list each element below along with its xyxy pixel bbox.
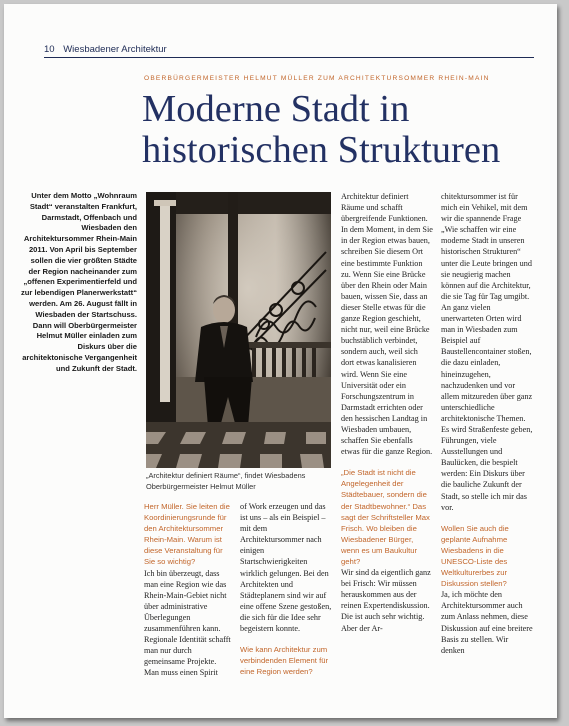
question-3: „Die Stadt ist nicht die Angelegenheit der Städtebauer, sondern die der Stadtbewohner.“ Das sagt der Schriftsteller Max Frisch. Wo bleiben die Wiesbadener Bürger, wenn es um Baukultur geht?: [341, 468, 430, 566]
answer-1-continued: of Work erzeugen und das ist uns – als ein Beispiel – mit dem Architektursommer nach einigen Startschwierigkeiten wirklich gelungen. Bei den Architekten und Städteplanern sind wir auf eine offene Szene gestoßen, die sich für die Idee sehr begeistern konnte.: [240, 502, 332, 634]
question-1: Herr Müller. Sie leiten die Koordinierungsrunde für den Architektursommer Rhein-Main. Warum ist diese Veranstaltung für Sie so wichtig?: [144, 502, 230, 567]
intro-text: Unter dem Motto „Wohnraum Stadt“ veranstalten Frankfurt, Darmstadt, Offenbach und Wiesbaden den Architektursommer Rhein-Main 2011. Von April bis September sollen die vier größten Städte der Region nacheinander zum „offenen Experimentierfeld und zur lebendigen Planerwerkstatt“ werden. Am 26. August fällt in Wiesbaden der Startschuss. Dann will Oberbürgermeister Helmut Müller einladen zum Diskurs über die architektonische Vergangenheit und Zukunft der Stadt.: [20, 191, 137, 373]
section-name: Wiesbadener Architektur: [63, 44, 167, 55]
question-2: Wie kann Architektur zum verbindenden Element für eine Region werden?: [240, 645, 329, 677]
answer-3-continued: chitektursommer ist für mich ein Vehikel, mit dem wir die spannende Frage „Wie schaffen wir eine moderne Stadt in unseren historischen Strukturen“ unter die Leute bringen und sie neugierig machen können auf die Architektur, die sie Tag für Tag umgibt. An ganz vielen unerwarteten Orten wird man in Wiesbaden zum Beispiel auf Baustellencontainer stoßen, die dazu einladen, hineinzugehen, nachzudenken und vor allem mitzureden über ganz unterschiedliche architektonische Themen. Es wird Straßenfeste geben, Führungen, viele Ausstellungen und Baulücken, die bespielt werden: Ein Diskurs über die bauliche Zukunft der Stadt, so stelle ich mir das vor.: [441, 192, 533, 512]
column-middle: [341, 191, 433, 634]
column-right: [441, 191, 533, 656]
page-number: 10: [44, 44, 55, 55]
magazine-page: [4, 4, 557, 718]
answer-1: Ich bin überzeugt, dass man eine Region wie das Rhein-Main-Gebiet nicht über administrative Überlegungen zusammenführen kann. Regionale Identität schafft man nur durch gemeinsame Projekte. Man muss einen Spirit: [144, 568, 231, 678]
answer-2: Architektur definiert Räume und schafft übergreifende Funktionen. In dem Moment, in dem Sie in der Region etwas bauen, schreiben Sie diesem Ort eine bestimmte Funktion zu. Wenn Sie eine Brücke über den Rhein oder Main bauen, wissen Sie, dass an dieser Stelle etwas für die ganze Region geschieht, nicht nur, weil eine Brücke buchstäblich verbindet, sondern auch, weil sich dort etwas kanalisieren wird. Wenn Sie eine Universität oder ein Forschungszentrum in Darmstadt errichten oder den hessischen Landtag in Wiesbaden umbauen, schaffen Sie ebenfalls etwas für die ganze Region.: [341, 192, 433, 457]
answer-4: Ja, ich möchte den Architektursommer auch zum Anlass nehmen, diese Diskussion auf eine breitere Basis zu stellen. Wir denken: [441, 590, 533, 655]
portrait-photo: [146, 192, 331, 468]
article-kicker: OBERBÜRGERMEISTER HELMUT MÜLLER ZUM ARCHITEKTURSOMMER RHEIN-MAIN: [144, 75, 490, 82]
column-bottom-middle: [240, 501, 332, 677]
column-bottom-left: [144, 501, 232, 679]
title-line-1: Moderne Stadt in: [142, 88, 410, 130]
question-4: Wollen Sie auch die geplante Aufnahme Wiesbadens in die UNESCO-Liste des Weltkulturerbes zur Diskussion stellen?: [441, 523, 509, 589]
photo-caption: „Architektur definiert Räume“, findet Wiesbadens Oberbürgermeister Helmut Müller: [146, 471, 306, 491]
title-line-2: historischen Strukturen: [142, 129, 501, 171]
article-title: [142, 89, 542, 171]
answer-3: Wir sind da eigentlich ganz bei Frisch: Wir müssen herauskommen aus der reinen Expertendiskussion. Die ist auch sehr wichtig. Aber der Ar-: [341, 568, 431, 633]
header-rule: [44, 57, 534, 58]
running-header: [44, 44, 167, 55]
